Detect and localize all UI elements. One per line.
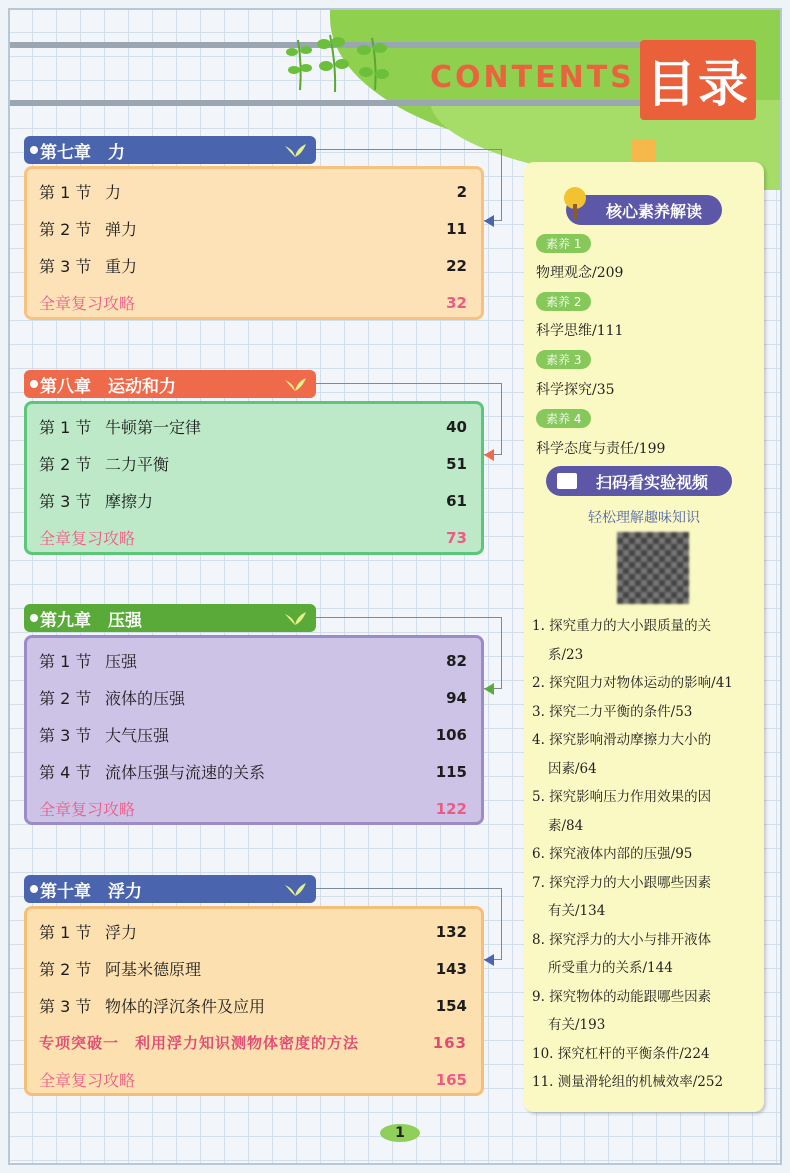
review-row[interactable]: 全章复习攻略 165: [39, 1070, 467, 1090]
literacy-item[interactable]: 物理观念/209: [536, 265, 624, 281]
chapter-box: [24, 906, 484, 1096]
literacy-item[interactable]: 科学态度与责任/199: [536, 441, 666, 457]
section-row[interactable]: 第 3 节 摩擦力 61: [39, 491, 467, 511]
sprout-icon: [282, 881, 308, 897]
review-row[interactable]: 全章复习攻略 73: [39, 528, 467, 548]
chapter-box: [24, 635, 484, 825]
experiment-item[interactable]: 11. 测量滑轮组的机械效率/252: [532, 1074, 724, 1090]
chapter-box: [24, 401, 484, 555]
section-row[interactable]: 第 3 节 物体的浮沉条件及应用 154: [39, 996, 467, 1016]
experiment-item[interactable]: 4. 探究影响滑动摩擦力大小的 因素/64: [532, 732, 712, 777]
contents-title: CONTENTS: [430, 60, 635, 95]
section-row[interactable]: 第 4 节 流体压强与流速的关系 115: [39, 762, 467, 782]
scan-icon: [555, 471, 579, 491]
arrow-icon: [484, 449, 494, 461]
chapter-box: [24, 166, 484, 320]
experiment-item[interactable]: 10. 探究杠杆的平衡条件/224: [532, 1045, 710, 1062]
section-row[interactable]: 第 1 节 压强 82: [39, 651, 467, 671]
bullet-dot-icon: [30, 146, 38, 154]
section-row[interactable]: 第 3 节 大气压强 106: [39, 725, 467, 745]
experiment-item[interactable]: 6. 探究液体内部的压强/95: [532, 846, 693, 862]
mulu-title: 目录: [640, 40, 756, 120]
core-literacy-header: 核心素养解读: [566, 195, 722, 225]
section-row[interactable]: 第 1 节 浮力 132: [39, 922, 467, 942]
chapter-title: 第八章 运动和力: [40, 376, 176, 397]
review-row[interactable]: 全章复习攻略 32: [39, 293, 467, 313]
experiment-item[interactable]: 9. 探究物体的动能跟哪些因素 有关/193: [532, 988, 712, 1033]
experiment-item[interactable]: 2. 探究阻力对物体运动的影响/41: [532, 675, 733, 691]
chapter-title: 第七章 力: [40, 142, 125, 163]
arrow-icon: [484, 683, 494, 695]
chapter-title: 第十章 浮力: [40, 881, 142, 902]
section-row[interactable]: 第 1 节 牛顿第一定律 40: [39, 417, 467, 437]
special-topic-row[interactable]: 专项突破一 利用浮力知识测物体密度的方法 163: [39, 1033, 467, 1052]
chapter-header[interactable]: [24, 875, 316, 903]
chapter-header[interactable]: [24, 370, 316, 398]
literacy-badge: 素养 1: [536, 234, 591, 253]
chapter-header[interactable]: [24, 604, 316, 632]
experiment-list: [532, 612, 760, 1097]
bullet-dot-icon: [30, 614, 38, 622]
scan-video-header[interactable]: 扫码看实验视频: [546, 466, 732, 496]
experiment-item[interactable]: 8. 探究浮力的大小与排开液体 所受重力的关系/144: [532, 931, 712, 976]
section-row[interactable]: 第 2 节 液体的压强 94: [39, 688, 467, 708]
experiment-item[interactable]: 5. 探究影响压力作用效果的因 素/84: [532, 789, 712, 834]
scan-subtitle: 轻松理解趣味知识: [588, 510, 700, 526]
bullet-dot-icon: [30, 885, 38, 893]
tree-icon: [560, 186, 590, 220]
sprout-icon: [282, 610, 308, 626]
literacy-badge: 素养 3: [536, 350, 591, 369]
arrow-icon: [484, 215, 494, 227]
experiment-item[interactable]: 7. 探究浮力的大小跟哪些因素 有关/134: [532, 874, 712, 919]
literacy-item[interactable]: 科学探究/35: [536, 382, 615, 398]
qr-code[interactable]: [617, 532, 689, 604]
bullet-dot-icon: [30, 380, 38, 388]
clover-decoration-icon: [280, 30, 400, 100]
sprout-icon: [282, 142, 308, 158]
chapter-title: 第九章 压强: [40, 610, 142, 631]
section-row[interactable]: 第 2 节 二力平衡 51: [39, 454, 467, 474]
experiment-item[interactable]: 3. 探究二力平衡的条件/53: [532, 703, 693, 720]
review-row[interactable]: 全章复习攻略 122: [39, 799, 467, 819]
literacy-item[interactable]: 科学思维/111: [536, 323, 624, 339]
sprout-icon: [282, 376, 308, 392]
section-row[interactable]: 第 2 节 弹力 11: [39, 219, 467, 239]
experiment-item[interactable]: 1. 探究重力的大小跟质量的关 系/23: [532, 618, 712, 663]
arrow-icon: [484, 954, 494, 966]
section-row[interactable]: 第 2 节 阿基米德原理 143: [39, 959, 467, 979]
section-row[interactable]: 第 1 节 力 2: [39, 182, 467, 202]
literacy-badge: 素养 2: [536, 292, 591, 311]
literacy-badge: 素养 4: [536, 409, 591, 428]
page-number: 1: [380, 1124, 420, 1142]
section-row[interactable]: 第 3 节 重力 22: [39, 256, 467, 276]
chapter-header[interactable]: [24, 136, 316, 164]
